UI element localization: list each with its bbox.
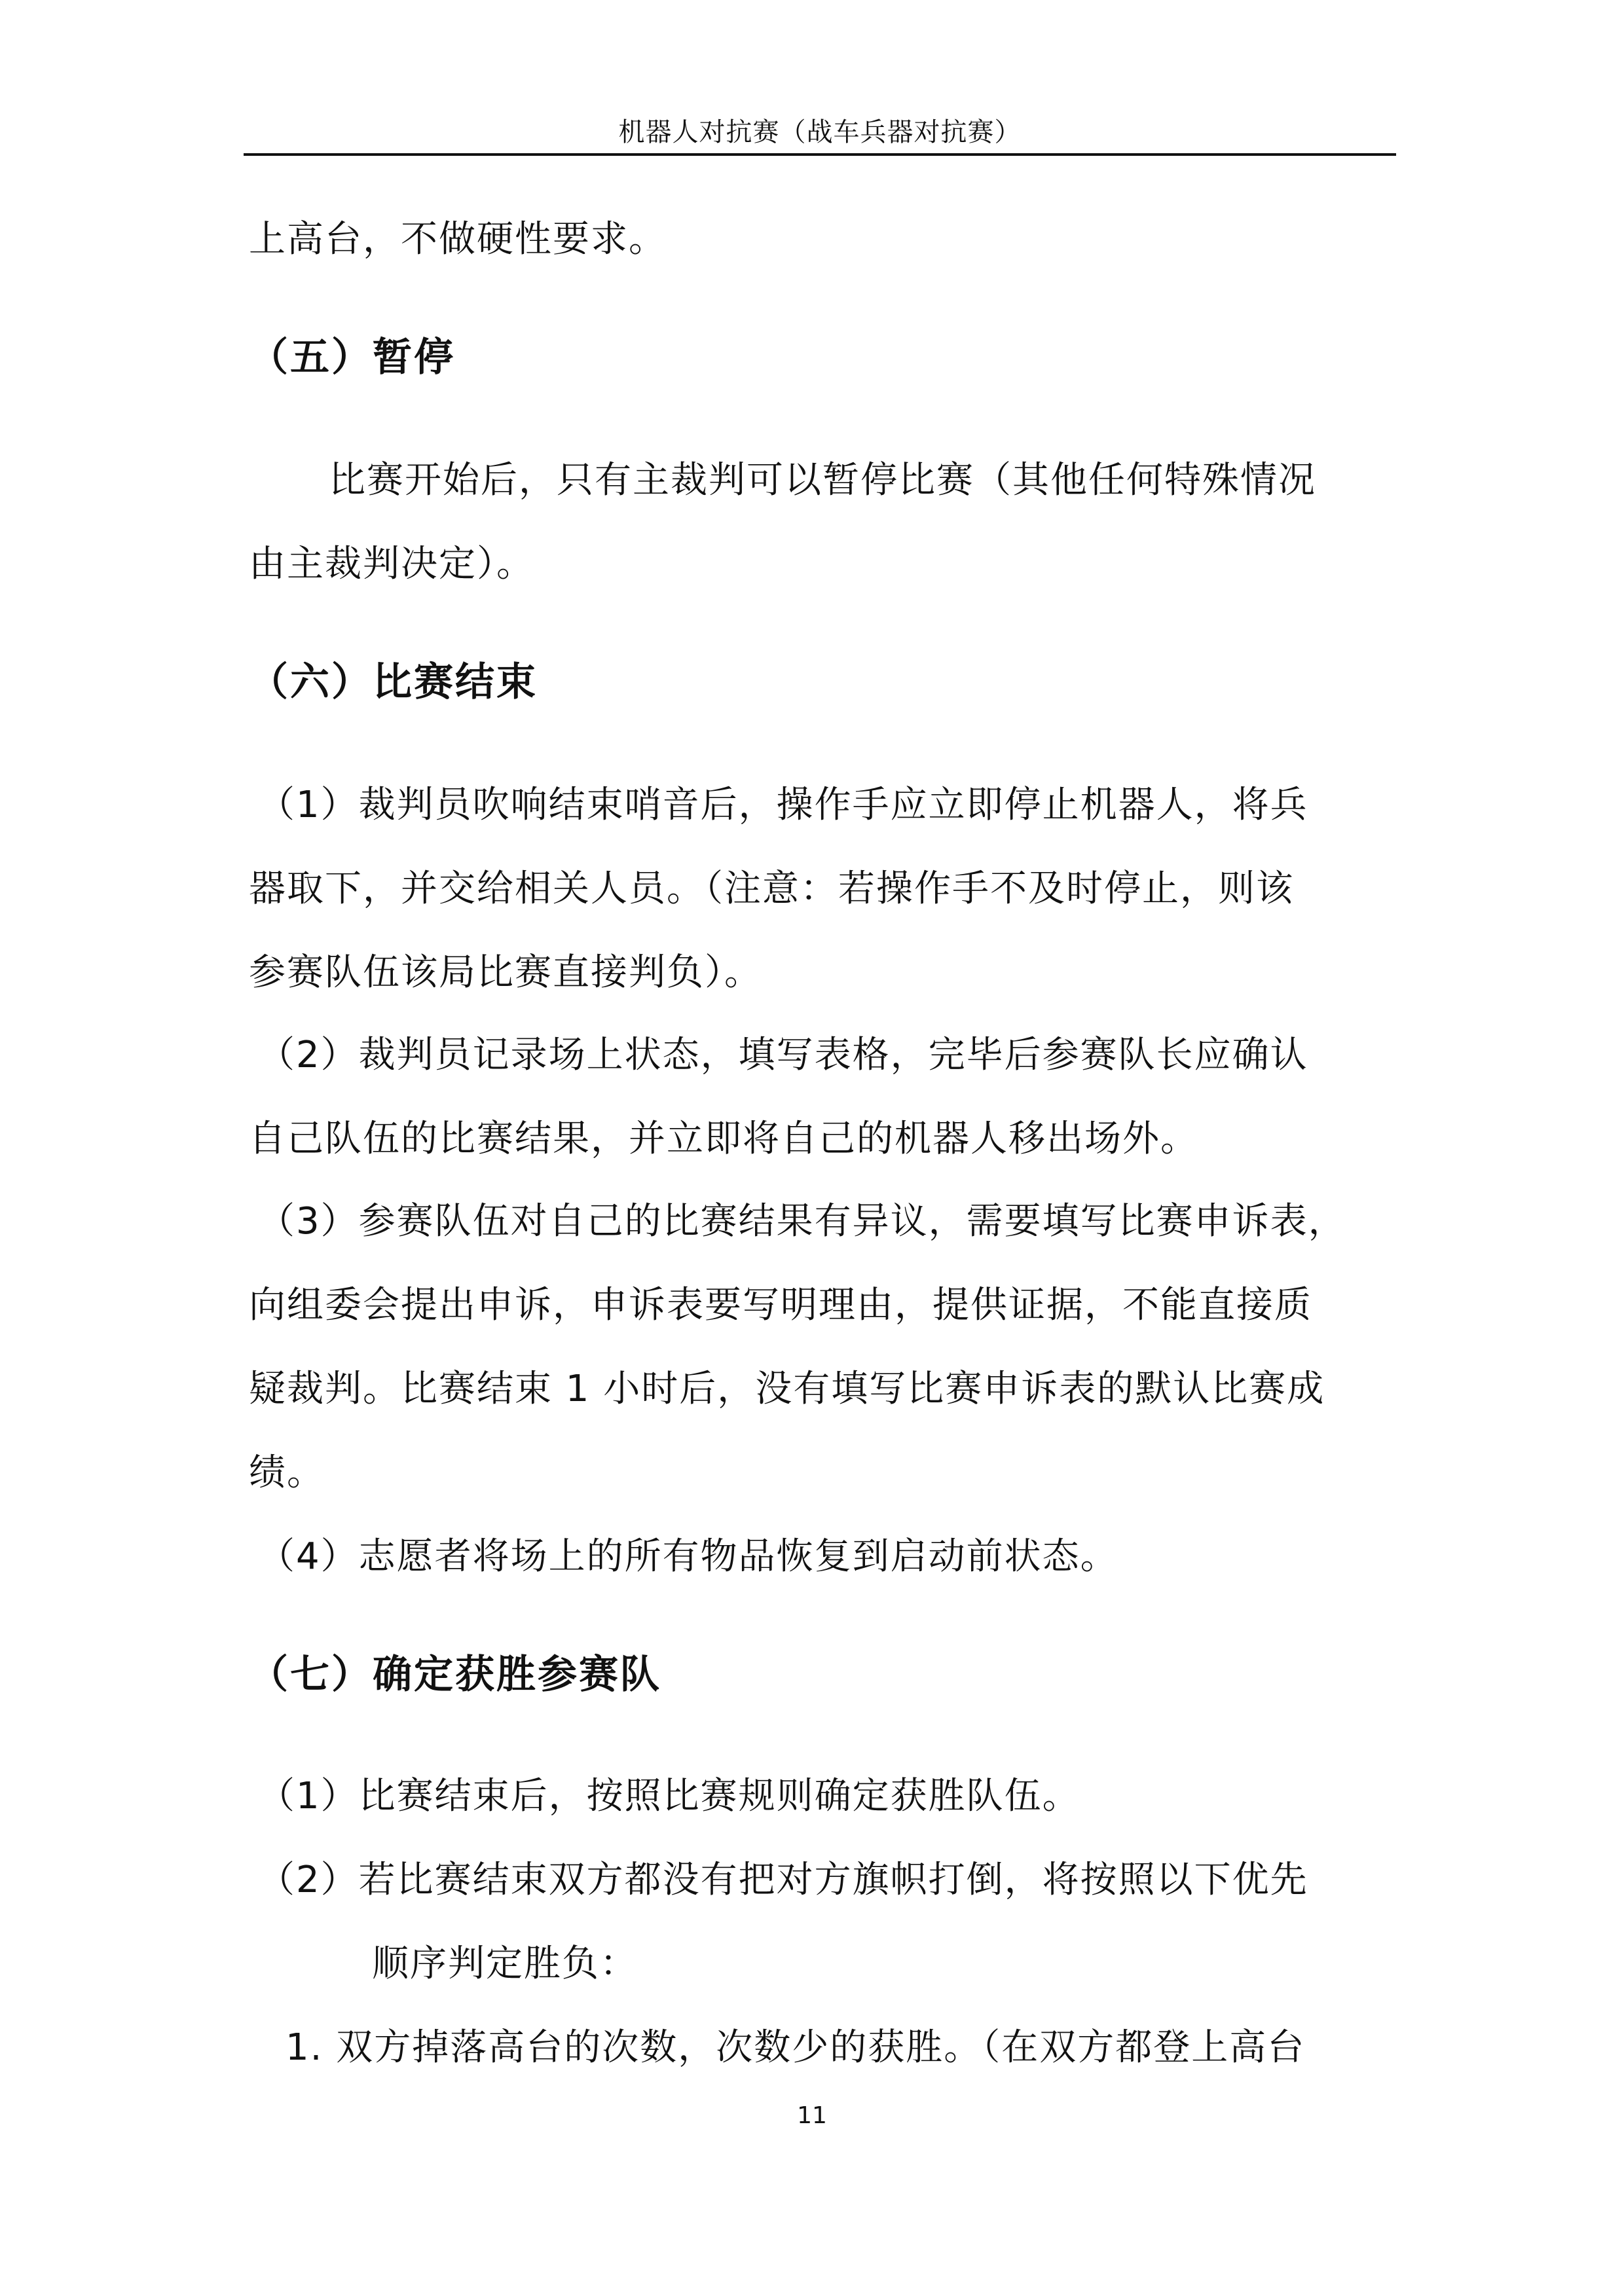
paragraph-line: 向组委会提出申诉，申诉表要写明理由，提供证据，不能直接质 — [249, 1284, 1312, 1326]
list-item-line: （4）志愿者将场上的所有物品恢复到启动前状态。 — [258, 1535, 1118, 1578]
list-item-line: （2）若比赛结束双方都没有把对方旗帜打倒，将按照以下优先 — [258, 1859, 1308, 1901]
list-item-line: （1）比赛结束后，按照比赛规则确定获胜队伍。 — [258, 1775, 1080, 1817]
section-heading-match-end: （六）比赛结束 — [249, 659, 538, 705]
list-item-line: （1）裁判员吹响结束哨音后，操作手应立即停止机器人，将兵 — [258, 784, 1308, 826]
numbered-item-line: 1. 双方掉落高台的次数，次数少的获胜。（在双方都登上高台 — [286, 2026, 1306, 2069]
list-item-line: （2）裁判员记录场上状态，填写表格，完毕后参赛队长应确认 — [258, 1034, 1308, 1076]
paragraph-line: 疑裁判。比赛结束 1 小时后，没有填写比赛申诉表的默认比赛成 — [249, 1368, 1325, 1410]
paragraph-line: 自己队伍的比赛结果，并立即将自己的机器人移出场外。 — [249, 1118, 1198, 1160]
paragraph-line: 由主裁判决定）。 — [249, 543, 534, 585]
paragraph-line: 上高台，不做硬性要求。 — [249, 218, 667, 261]
page-number: 11 — [797, 2102, 827, 2129]
section-heading-determine-winner: （七）确定获胜参赛队 — [249, 1652, 661, 1698]
section-heading-pause: （五）暂停 — [249, 335, 455, 380]
paragraph-line: 参赛队伍该局比赛直接判负）。 — [249, 951, 762, 994]
paragraph-line: 绩。 — [249, 1451, 325, 1494]
paragraph-line: 比赛开始后，只有主裁判可以暂停比赛（其他任何特殊情况 — [329, 459, 1316, 501]
running-header-title: 机器人对抗赛（战车兵器对抗赛） — [618, 117, 1022, 147]
list-item-line: （3）参赛队伍对自己的比赛结果有异议，需要填写比赛申诉表， — [258, 1200, 1346, 1243]
paragraph-line: 顺序判定胜负： — [372, 1942, 638, 1985]
paragraph-line: 器取下，并交给相关人员。（注意：若操作手不及时停止，则该 — [249, 867, 1294, 910]
header-divider — [244, 153, 1396, 156]
